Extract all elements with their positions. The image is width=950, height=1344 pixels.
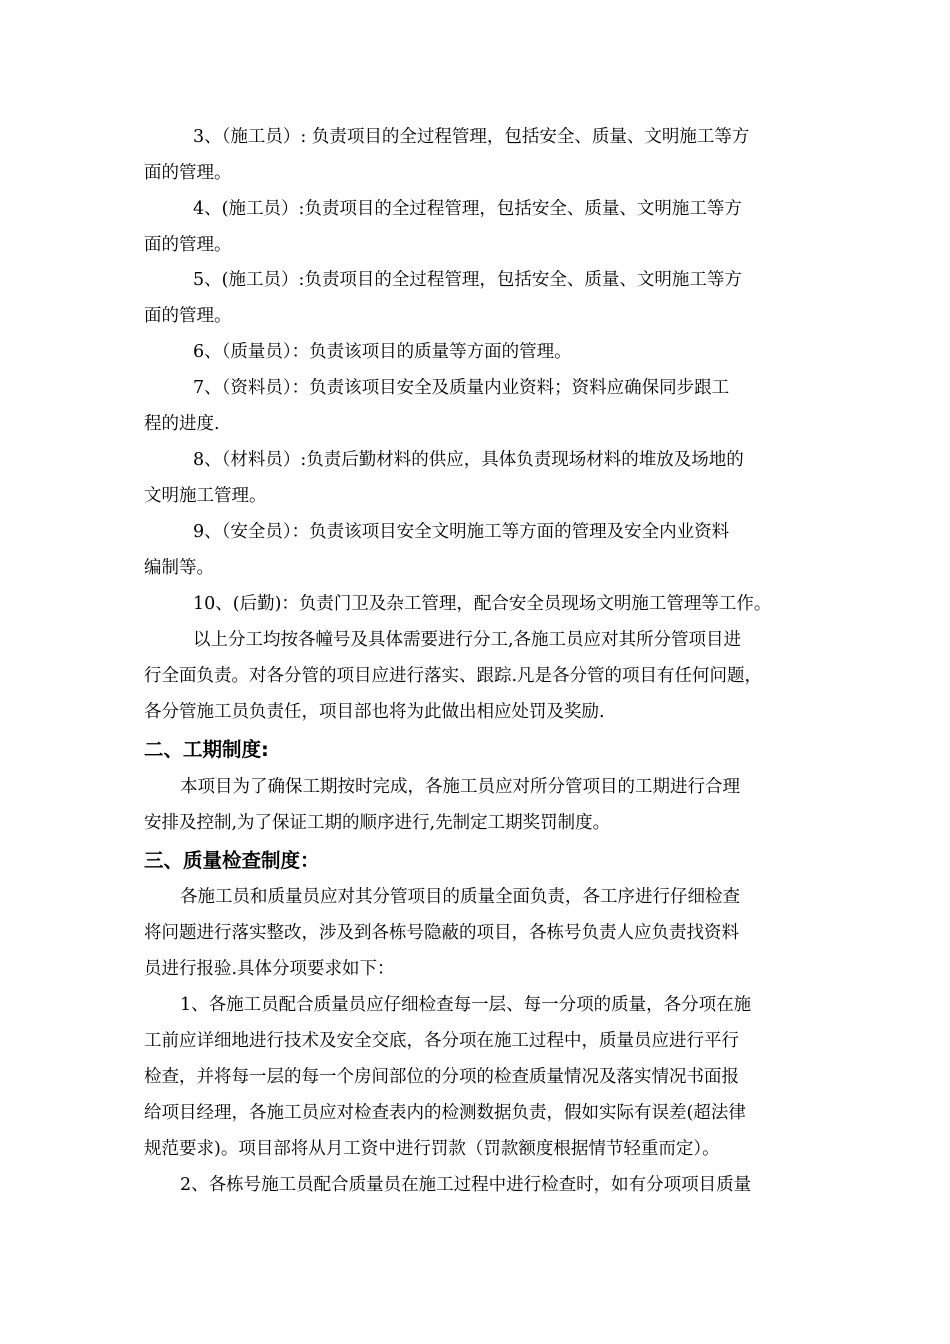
paragraph-line: 8、（材料员）:负责后勤材料的供应，具体负责现场材料的堆放及场地的 — [193, 450, 744, 470]
paragraph-line: 将问题进行落实整改，涉及到各栋号隐蔽的项目，各栋号负责人应负责找资料 — [144, 923, 739, 943]
paragraph-line: 2、各栋号施工员配合质量员在施工过程中进行检查时，如有分项项目质量 — [180, 1175, 752, 1195]
section-heading-quality: 三、质量检查制度： — [144, 849, 320, 872]
paragraph-line: 安排及控制,为了保证工期的顺序进行,先制定工期奖罚制度。 — [144, 813, 611, 833]
paragraph-line: 给项目经理，各施工员应对检查表内的检测数据负责，假如实际有误差(超法律 — [144, 1103, 746, 1123]
paragraph-line: 9、（安全员）：负责该项目安全文明施工等方面的管理及安全内业资料 — [193, 522, 730, 542]
paragraph-line: 3、（施工员）: 负责项目的全过程管理，包括安全、质量、文明施工等方 — [193, 127, 750, 147]
paragraph-line: 规范要求)。项目部将从月工资中进行罚款（罚款额度根据情节轻重而定）。 — [144, 1139, 720, 1159]
paragraph-line: 员进行报验.具体分项要求如下： — [144, 959, 395, 979]
paragraph-line: 编制等。 — [144, 558, 214, 578]
paragraph-line: 1、各施工员配合质量员应仔细检查每一层、每一分项的质量，各分项在施 — [180, 995, 752, 1015]
paragraph-line: 各分管施工员负责任，项目部也将为此做出相应处罚及奖励. — [144, 702, 605, 722]
paragraph-line: 检查，并将每一层的每一个房间部位的分项的检查质量情况及落实情况书面报 — [144, 1067, 739, 1087]
paragraph-line: 面的管理。 — [144, 235, 232, 255]
paragraph-line: 面的管理。 — [144, 163, 232, 183]
paragraph-line: 程的进度. — [144, 414, 220, 434]
paragraph-line: 工前应详细地进行技术及安全交底，各分项在施工过程中，质量员应进行平行 — [144, 1031, 739, 1051]
paragraph-line: 7、（资料员）：负责该项目安全及质量内业资料；资料应确保同步跟工 — [193, 378, 730, 398]
paragraph-line: 5、(施工员）:负责项目的全过程管理，包括安全、质量、文明施工等方 — [193, 270, 742, 290]
paragraph-line: 行全面负责。对各分管的项目应进行落实、跟踪.凡是各分管的项目有任何问题， — [144, 666, 763, 686]
paragraph-line: 以上分工均按各幢号及具体需要进行分工,各施工员应对其所分管项目进 — [193, 630, 742, 650]
paragraph-line: 文明施工管理。 — [144, 486, 267, 506]
paragraph-line: 4、(施工员）:负责项目的全过程管理，包括安全、质量、文明施工等方 — [193, 199, 742, 219]
section-heading-schedule: 二、工期制度: — [144, 738, 269, 761]
paragraph-line: 本项目为了确保工期按时完成，各施工员应对所分管项目的工期进行合理 — [180, 777, 740, 797]
paragraph-line: 6、（质量员）：负责该项目的质量等方面的管理。 — [193, 342, 572, 362]
paragraph-line: 面的管理。 — [144, 306, 232, 326]
paragraph-line: 各施工员和质量员应对其分管项目的质量全面负责，各工序进行仔细检查 — [180, 887, 740, 907]
paragraph-line: 10、(后勤)：负责门卫及杂工管理，配合安全员现场文明施工管理等工作。 — [193, 594, 772, 614]
